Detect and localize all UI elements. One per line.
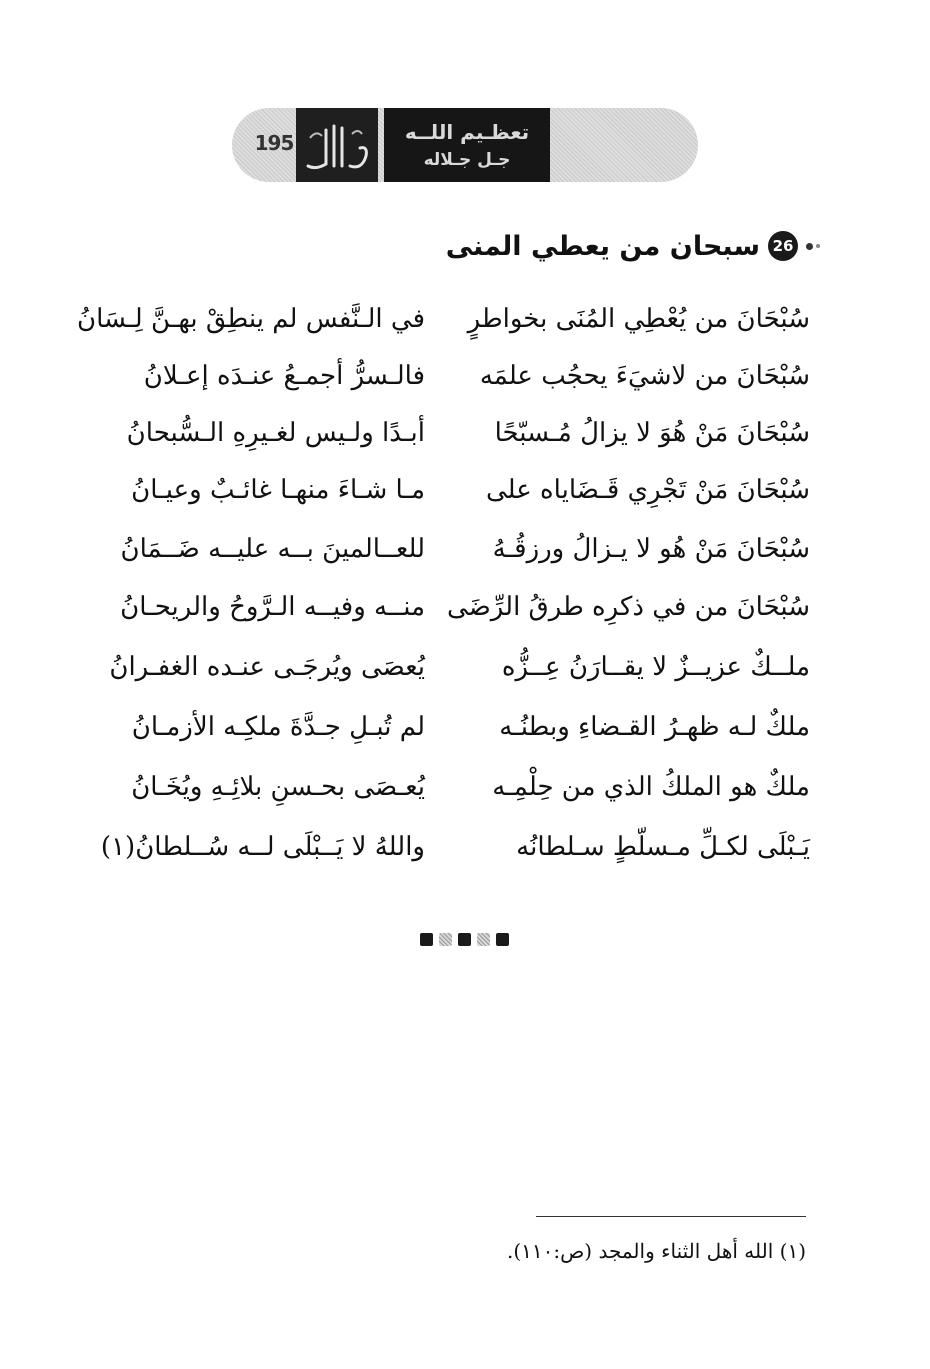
verse-6-second-hemistich: منــه وفيــه الـرَّوحُ والريحـانُ xyxy=(120,592,425,622)
section-heading xyxy=(446,226,820,266)
verse-2-second-hemistich: فالـسرُّ أجمـعُ عنـدَه إعـلانُ xyxy=(143,361,425,391)
header-title-line2: جـل جـلاله xyxy=(423,150,511,170)
verse-10-first-hemistich: يَـبْلَى لكـلِّ مـسلّطٍ سـلطانُه xyxy=(516,832,810,862)
separator-square-icon xyxy=(420,933,433,946)
header-title xyxy=(384,108,550,182)
separator-square-icon xyxy=(439,933,452,946)
verse-5-first-hemistich: سُبْحَانَ مَنْ هُو لا يـزالُ ورزقُـهُ xyxy=(492,534,810,564)
header-title-line1: تعظـيم اللــه xyxy=(404,120,530,144)
section-number-badge: 26 xyxy=(768,231,798,261)
separator-square-icon xyxy=(477,933,490,946)
verse-7-second-hemistich: يُعصَى ويُرجَـى عنـده الغفـرانُ xyxy=(109,652,425,682)
verse-3-first-hemistich: سُبْحَانَ مَنْ هُوَ لا يزالُ مُـسبّحًا xyxy=(494,418,810,448)
calligraphy-emblem-icon xyxy=(296,108,378,182)
verse-10-second-hemistich: واللهُ لا يَــبْلَى لــه سُــلطانُ(١) xyxy=(100,832,425,862)
verse-4-second-hemistich: مـا شـاءَ منهـا غائـبٌ وعيـانُ xyxy=(131,475,425,505)
verse-8-second-hemistich: لم تُبـلِ جـدَّةَ ملكِـه الأزمـانُ xyxy=(131,712,425,742)
footnote: (١) الله أهل الثناء والمجد (ص:١١٠). xyxy=(506,1239,806,1263)
verse-3-second-hemistich: أبـدًا ولـيس لغـيرِهِ الـسُّبحانُ xyxy=(126,418,425,448)
page-number: 195 xyxy=(254,131,294,155)
section-title: سبحان من يعطي المنى xyxy=(445,230,760,262)
verse-9-first-hemistich: ملكٌ هو الملكُ الذي من حِلْمِـه xyxy=(492,772,810,802)
verse-1-first-hemistich: سُبْحَانَ من يُعْطِي المُنَى بخواطرٍ xyxy=(467,304,810,334)
verse-1-second-hemistich: في الـنَّفس لم ينطِقْ بهـنَّ لِـسَانُ xyxy=(76,304,425,334)
separator-square-icon xyxy=(496,933,509,946)
verse-4-first-hemistich: سُبْحَانَ مَنْ تَجْرِي قَـضَاياه على xyxy=(485,475,810,505)
bullet-dots-icon xyxy=(806,243,820,250)
verse-2-first-hemistich: سُبْحَانَ من لاشيَءَ يحجُب علمَه xyxy=(479,361,810,391)
verse-5-second-hemistich: للعــالمينَ بــه عليــه ضَــمَانُ xyxy=(120,534,425,564)
section-separator xyxy=(420,930,509,948)
verse-7-first-hemistich: ملــكٌ عزيــزٌ لا يقــارَنُ عِــزُّه xyxy=(501,652,810,682)
footnote-divider xyxy=(536,1216,806,1217)
verse-8-first-hemistich: ملكٌ لـه ظهـرُ القـضاءِ وبطنُـه xyxy=(499,712,810,742)
separator-square-icon xyxy=(458,933,471,946)
verse-6-first-hemistich: سُبْحَانَ من في ذكرِه طرقُ الرِّضَى xyxy=(447,592,810,622)
verse-9-second-hemistich: يُعـصَى بحـسنِ بلائِـهِ ويُخَـانُ xyxy=(131,772,425,802)
